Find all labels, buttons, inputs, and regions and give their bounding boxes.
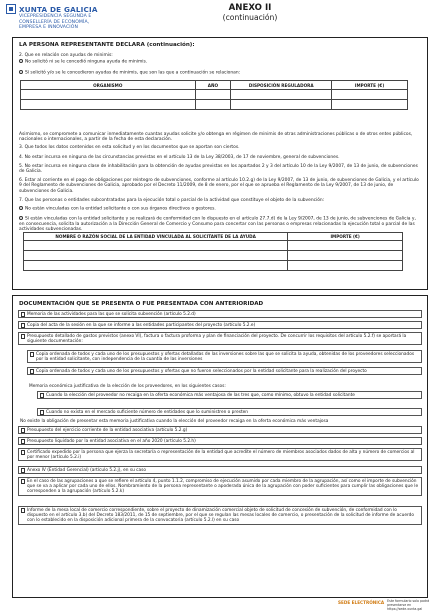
table-row xyxy=(24,251,403,261)
doc-item[interactable] xyxy=(18,332,422,345)
column-header: DISPOSICIÓN REGULADORA xyxy=(231,81,332,90)
doc-label: Copia ordenada de todos y cada uno de los presupuestos y ofertas detalladas de las inversiones sobre las que se solicita la ayuda, obtenidas de los proveedores seleccionados por la entidad solicitante, con independencia de la cuantía de las inversiones xyxy=(36,351,415,362)
column-header: NOMBRE O RAZÓN SOCIAL DE LA ENTIDAD VINCULADA AL SOLICITANTE DE LA AYUDA xyxy=(24,233,288,241)
doc-label: Memoria de las actividades para las que se solicita subvención (artículo 5.2.d) xyxy=(27,311,196,317)
checkbox[interactable] xyxy=(21,323,26,328)
sede-electronica-logo: SEDE ELECTRÓNICA xyxy=(338,600,385,605)
doc-item[interactable] xyxy=(18,477,422,496)
doc-item[interactable] xyxy=(18,426,422,434)
declaration-title: LA PERSONA REPRESENTANTE DECLARA (continuación): xyxy=(19,42,195,48)
logo-line: EMPRESA E INNOVACIÓN xyxy=(19,25,78,31)
option-label: Sí están vinculadas con la entidad solicitante y se realizará de conformidad con lo dispuesto en el artículo 27.7.d) de la Ley 9/2007, de 13 de junio, de subvenciones de Galicia y, en consecuencia, solicita la autorización a la Dirección General de Comercio y Consumo para concertar con las personas o empresas relacionadas la ejecución total o parcial de las actividades subvencionadas. xyxy=(19,216,416,233)
checkbox[interactable] xyxy=(40,393,45,398)
checkbox[interactable] xyxy=(40,410,45,415)
subcontract-option-yes[interactable] xyxy=(19,216,422,232)
xunta-emblem-icon xyxy=(6,4,16,14)
documentation-title: DOCUMENTACIÓN QUE SE PRESENTA O FUE PRESENTADA CON ANTERIORIDAD xyxy=(19,301,264,307)
option-label: No están vinculadas con la entidad solicitante o con sus órganos directivos o gestores. xyxy=(25,206,216,212)
table-cell-input[interactable] xyxy=(195,90,231,100)
table-cell-input[interactable] xyxy=(332,100,408,110)
column-header: ORGANISMO xyxy=(21,81,196,90)
table-cell-input[interactable] xyxy=(195,100,231,110)
table-cell-input[interactable] xyxy=(288,261,403,271)
doc-subitem[interactable] xyxy=(37,391,422,399)
doc-label: Cuando no exista en el mercado suficiente número de entidades que lo suministren o presten xyxy=(46,409,249,415)
doc-label: Informe de la mesa local de comercio correspondiente, sobre el proyecto de dinamización comercial objeto de solicitud de concesión de subvención, de conformidad con lo dispuesto en el artículo 3.b) del Decreto 183/2011, de 15 de septiembre, por el que se regulan las mesas locales de comercio, o presentación de la solicitud de informe de acuerdo con lo establecido en la disposición adicional primera de la convocatoria (artículo 5.2.l) en su caso xyxy=(27,507,415,523)
doc-item[interactable] xyxy=(18,310,422,318)
doc-label: Copia del acta de la sesión en la que se informe a las entidades participantes del proyecto (artículo 5.2.e) xyxy=(27,322,256,328)
declaration-item-5: 5. No estar incursa en ninguna clase de inhabilitación para la obtención de ayudas previstas en los apartados 2 y 3 del artículo 10 de la Ley 9/2007, de 13 de junio, de subvenciones de Galicia. xyxy=(19,164,418,175)
minimis-option-no[interactable] xyxy=(19,59,422,65)
doc-item[interactable] xyxy=(18,448,422,461)
option-label: No solicitó ni se le concedió ninguna ayuda de minimis. xyxy=(25,59,148,65)
table-cell-input[interactable] xyxy=(288,241,403,251)
doc-item[interactable] xyxy=(18,437,422,445)
annex-subtitle: (continuación) xyxy=(222,13,278,22)
doc-label: Anexo IV (Entidad Gerencial) (artículo 5.2.j), en su caso xyxy=(27,467,147,473)
option-label: Sí solicitó y/o se le concedieron ayudas de minimis, que son las que a continuación se relacionan: xyxy=(25,70,241,76)
linked-entities-table xyxy=(23,232,403,271)
checkbox[interactable] xyxy=(21,479,26,484)
checkbox[interactable] xyxy=(21,334,26,339)
doc-item[interactable] xyxy=(18,506,422,525)
table-cell-input[interactable] xyxy=(231,100,332,110)
column-header: IMPORTE (€) xyxy=(332,81,408,90)
footer xyxy=(338,600,434,611)
radio-button[interactable] xyxy=(19,70,23,74)
doc-item[interactable] xyxy=(18,321,422,329)
commitment-paragraph: Asimismo, se compromete a comunicar inmediatamente cuantas ayudas solicite y/o obtenga en régimen de minimis de otras administraciones públicas o de otros entes públicos, nacionales o internacionales, a partir de la fecha de esta declaración. xyxy=(19,132,413,143)
logo-line: CONSELLERÍA DE ECONOMÍA, xyxy=(19,19,90,25)
minimis-question: 2. Que en relación con ayudas de minimis: xyxy=(19,53,113,58)
footer-note: Este formulario solo podrá presentarse en https://sede.xunta.gal xyxy=(387,599,430,611)
minimis-aid-table xyxy=(20,80,408,110)
annex-heading xyxy=(200,3,300,22)
doc-label: Memoria económica justificativa de la elección de los proveedores, en los siguientes casos: xyxy=(29,384,226,389)
doc-label: No existe la obligación de presentar esta memoria justificativa cuando la elección del proveedor recaiga en la oferta económica más ventajosa xyxy=(20,419,329,424)
table-row xyxy=(21,100,408,110)
checkbox[interactable] xyxy=(21,450,26,455)
doc-note xyxy=(18,419,422,424)
table-cell-input[interactable] xyxy=(24,261,288,271)
documentation-section xyxy=(12,295,428,598)
table-cell-input[interactable] xyxy=(231,90,332,100)
table-cell-input[interactable] xyxy=(332,90,408,100)
table-row xyxy=(24,241,403,251)
table-row xyxy=(21,90,408,100)
checkbox[interactable] xyxy=(21,468,26,473)
doc-label: Copia ordenada de todos y cada uno de los presupuestos y ofertas que no fueron seleccionados por la entidad solicitante para la realización del proyecto xyxy=(36,368,367,374)
table-cell-input[interactable] xyxy=(24,241,288,251)
checkbox[interactable] xyxy=(21,312,26,317)
logo-title: XUNTA DE GALICIA xyxy=(19,4,98,14)
logo-line: VICEPRESIDENCIA SEGUNDA E xyxy=(19,14,92,19)
radio-button[interactable] xyxy=(19,216,23,220)
doc-subitem[interactable] xyxy=(27,367,422,375)
radio-button[interactable] xyxy=(19,206,23,210)
doc-label: Presupuesto del ejercicio corriente de la entidad asociativa (artículo 5.2.g) xyxy=(27,427,188,433)
checkbox[interactable] xyxy=(21,508,26,513)
column-header: AÑO xyxy=(195,81,231,90)
doc-item[interactable] xyxy=(18,466,422,474)
checkbox[interactable] xyxy=(30,369,35,374)
table-cell-input[interactable] xyxy=(21,100,196,110)
doc-label: Certificado expedido por la persona que ejerza la secretaría o representación de la entidad que acredite el número de miembros asociados dados de alta y número de comercios al por menor (artículo 5.2.i) xyxy=(27,449,415,460)
minimis-option-yes[interactable] xyxy=(19,70,422,76)
declaration-item-7: 7. Que las personas o entidades subcontratadas para la ejecución total o parcial de la actividad que constituye el objeto de la subvención: xyxy=(19,198,325,203)
doc-label: En el caso de las agrupaciones a que se refiere el artículo 4, punto 1.1.2, compromiso de ejecución asumido por cada miembro de la agrupación, así como el importe de subvención que se va a aplicar por cada uno de ellos. Nombramiento de la persona representante o apoderada única de la agrupación con poder suficientes para cumplir las obligaciones que le corresponden a la agrupación (artículo 5.2.k) xyxy=(27,478,419,494)
doc-label: Presupuesto detallado de gastos previstos (anexo VI), factura o factura proforma y plan de financiación del proyecto. De concurrir los requisitos del artículo 5.2.f) se aportará la siguiente documentación: xyxy=(27,333,407,344)
annex-title: ANEXO II xyxy=(228,3,272,13)
declaration-item-3: 3. Que todos los datos contenidos en esta solicitud y en los documentos que se aportan son ciertos. xyxy=(19,145,240,150)
checkbox[interactable] xyxy=(30,352,35,357)
doc-label: Presupuesto liquidado por la entidad asociativa en el año 2020 (artículo 5.2.h) xyxy=(27,438,196,444)
table-cell-input[interactable] xyxy=(288,251,403,261)
table-cell-input[interactable] xyxy=(24,251,288,261)
subcontract-option-no[interactable] xyxy=(19,206,422,212)
table-row xyxy=(24,261,403,271)
xunta-logo xyxy=(6,4,106,31)
radio-button[interactable] xyxy=(19,59,23,63)
table-cell-input[interactable] xyxy=(21,90,196,100)
declaration-item-6: 6. Estar al corriente en el pago de obligaciones por reintegro de subvenciones, conforme al artículo 10.2.g) de la Ley 9/2007, de 13 de junio, de subvenciones de Galicia, y el artículo 9 del Reglamento de subvenciones de Galicia, aprobado por el Decreto 11/2009, de 8 de enero, por el que se aprueba el Reglamento de la Ley 9/2007, de 13 de junio, de subvenciones de Galicia. xyxy=(19,178,419,194)
declaration-item-4: 4. No estar incursa en ninguna de las circunstancias previstas en el artículo 13 de la Ley 38/2003, de 17 de noviembre, general de subvenciones. xyxy=(19,155,340,160)
checkbox[interactable] xyxy=(21,428,26,433)
checkbox[interactable] xyxy=(21,439,26,444)
column-header: IMPORTE (€) xyxy=(288,233,403,241)
doc-label: Cuando la elección del proveedor no recaiga en la oferta económica más ventajosa de las tres que, como mínimo, obtuvo la entidad solicitante xyxy=(46,392,355,398)
doc-subheading xyxy=(27,384,422,389)
doc-subitem[interactable] xyxy=(37,408,422,416)
doc-subitem[interactable] xyxy=(27,350,422,363)
